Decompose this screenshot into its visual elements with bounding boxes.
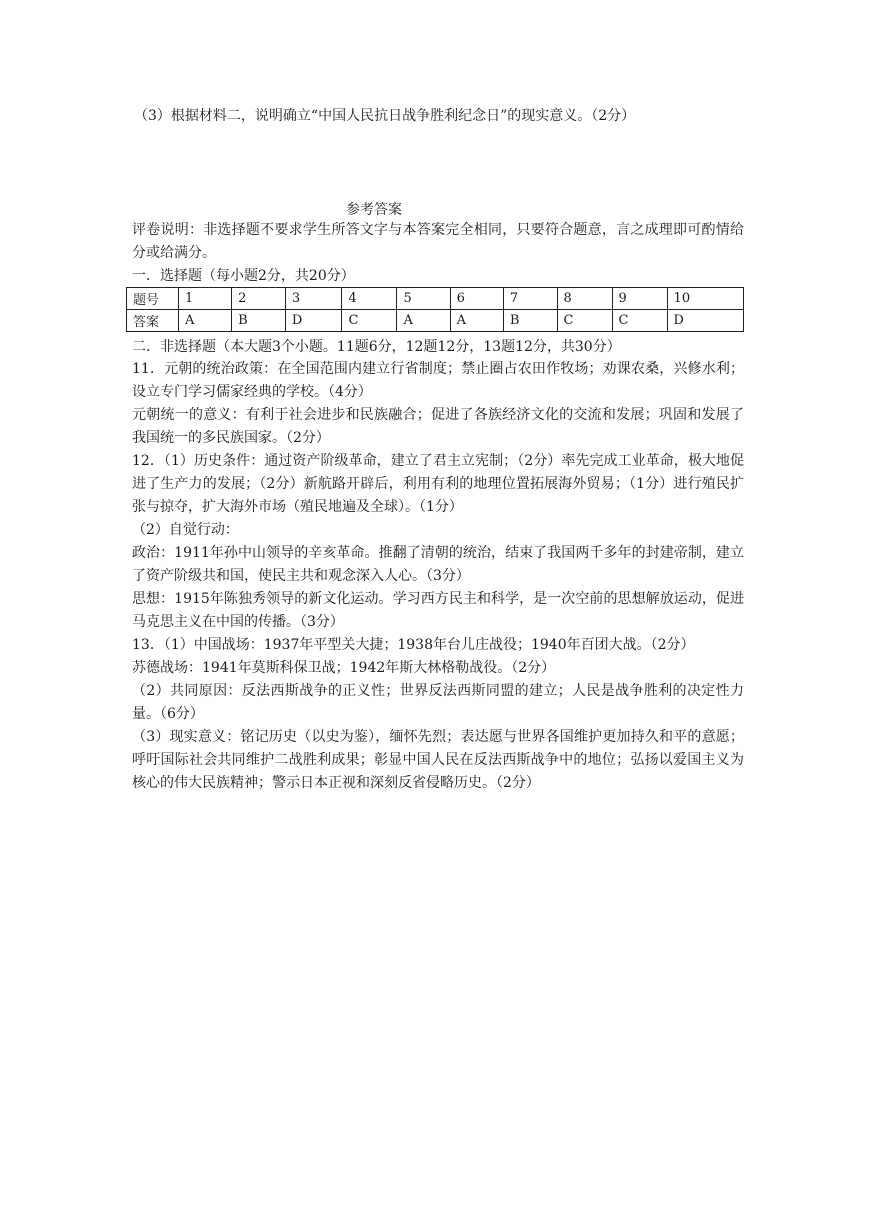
answer-11-significance: 元朝统一的意义：有利于社会进步和民族融合；促进了各族经济文化的交流和发展；巩固和发展了我国统一的多民族国家。（2分）: [132, 407, 744, 446]
section1-heading: 一．选择题（每小题2分，共20分）: [132, 268, 355, 284]
table-cell-number: 8: [557, 288, 612, 310]
table-cell-number: 10: [667, 288, 743, 310]
answer-12-thought: 思想：1915年陈独秀领导的新文化运动。学习西方民主和科学，是一次空前的思想解放运动，促进马克思主义在中国的传播。（3分）: [132, 591, 744, 630]
table-row-numbers: [127, 288, 744, 310]
table-cell-answer: C: [342, 310, 397, 332]
answer-table: [126, 287, 744, 332]
answer-12-2-label: （2）自觉行动：: [132, 522, 239, 538]
table-cell-answer: A: [397, 310, 450, 332]
table-cell-number: 6: [450, 288, 503, 310]
table-label-answer: 答案: [127, 310, 179, 332]
answer-12-politics: 政治：1911年孙中山领导的辛亥革命。推翻了清朝的统治，结束了我国两千多年的封建帝制，建立了资产阶级共和国，使民主共和观念深入人心。（3分）: [132, 545, 744, 584]
answers-title: 参考答案: [346, 202, 402, 218]
table-cell-answer: C: [557, 310, 612, 332]
table-cell-number: 9: [612, 288, 667, 310]
table-cell-number: 3: [285, 288, 342, 310]
answer-13-1-soviet: 苏德战场：1941年莫斯科保卫战；1942年斯大林格勒战役。（2分）: [132, 660, 556, 676]
table-cell-answer: B: [503, 310, 557, 332]
table-cell-answer: A: [450, 310, 503, 332]
table-cell-answer: D: [667, 310, 743, 332]
question-3: （3）根据材料二，说明确立“中国人民抗日战争胜利纪念日”的现实意义。（2分）: [134, 108, 636, 124]
table-cell-number: 5: [397, 288, 450, 310]
answer-13-3: （3）现实意义：铭记历史（以史为鉴），缅怀先烈；表达愿与世界各国维护更加持久和平的意愿；呼吁国际社会共同维护二战胜利成果；彰显中国人民在反法西斯战争中的地位；弘扬以爱国主义为核心的伟大民族精神；警示日本正视和深刻反省侵略历史。（2分）: [132, 729, 744, 791]
table-cell-answer: D: [285, 310, 342, 332]
table-cell-number: 4: [342, 288, 397, 310]
table-cell-number: 7: [503, 288, 557, 310]
answer-11-policies: 11．元朝的统治政策：在全国范围内建立行省制度；禁止圈占农田作牧场；劝课农桑，兴修水利；设立专门学习儒家经典的学校。（4分）: [132, 361, 744, 400]
section2-heading: 二．非选择题（本大题3个小题。11题6分，12题12分，13题12分，共30分）: [132, 339, 621, 355]
table-cell-answer: A: [179, 310, 232, 332]
grading-note: 评卷说明：非选择题不要求学生所答文字与本答案完全相同，只要符合题意，言之成理即可酌情给分或给满分。: [132, 222, 744, 261]
table-label-number: 题号: [127, 288, 179, 310]
table-cell-number: 2: [232, 288, 286, 310]
answer-13-2: （2）共同原因：反法西斯战争的正义性；世界反法西斯同盟的建立；人民是战争胜利的决定性力量。（6分）: [132, 683, 744, 722]
table-cell-answer: C: [612, 310, 667, 332]
answer-12-1: 12．（1）历史条件：通过资产阶级革命，建立了君主立宪制；（2分）率先完成工业革命，极大地促进了生产力的发展；（2分）新航路开辟后，利用有利的地理位置拓展海外贸易；（1分）进行殖民扩张与掠夺，扩大海外市场（殖民地遍及全球）。（1分）: [132, 453, 744, 515]
answer-13-1-china: 13．（1）中国战场：1937年平型关大捷；1938年台儿庄战役；1940年百团大战。（2分）: [132, 637, 695, 653]
table-cell-answer: B: [232, 310, 286, 332]
table-cell-number: 1: [179, 288, 232, 310]
table-row-answers: [127, 310, 744, 332]
